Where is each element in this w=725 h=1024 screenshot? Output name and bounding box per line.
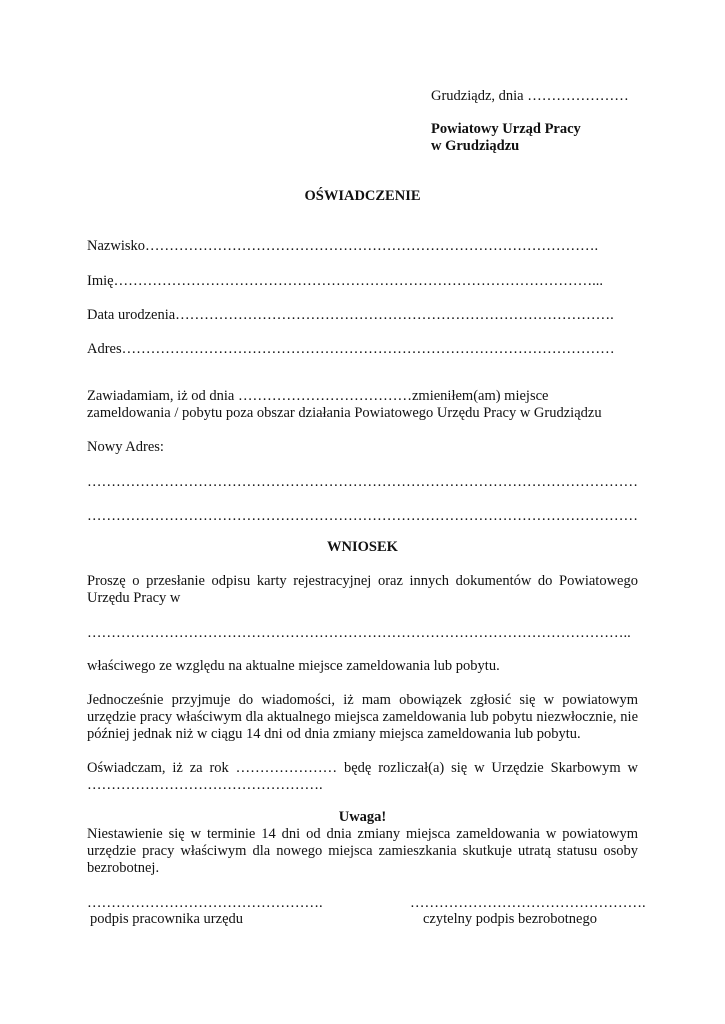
document-title: OŚWIADCZENIE (304, 188, 421, 204)
signature-left-line: …………………………………………. (87, 895, 323, 911)
request-paragraph-3: Jednocześnie przyjmuje do wiadomości, iż mam obowiązek zgłosić się w powiatowym urzędzie pracy właściwym dla aktualnego miejsca zameldowania lub pobytu niezwłocznie, nie później jednak niż w ciągu 14 dni od dnia zmiany miejsca zameldowania lub pobytu. (87, 692, 638, 742)
notice-title: Uwaga! (338, 809, 387, 825)
request-title: WNIOSEK (327, 539, 398, 555)
surname-field: Nazwisko…………………………………………………………………………………. (87, 238, 599, 254)
birth-date-field: Data urodzenia………………………………………………………………………………. (87, 307, 614, 323)
office-name-line1: Powiatowy Urząd Pracy (431, 121, 581, 137)
request-paragraph-2: właściwego ze względu na aktualne miejsce zameldowania lub pobytu. (87, 658, 500, 674)
request-paragraph-1: Proszę o przesłanie odpisu karty rejestracyjnej oraz innych dokumentów do Powiatowego Urzędu Pracy w (87, 573, 638, 606)
new-address-label: Nowy Adres: (87, 439, 164, 455)
signature-right-line: …………………………………………. (410, 895, 646, 911)
declaration-line2: zameldowania / pobytu poza obszar działania Powiatowego Urzędu Pracy w Grudziądzu (87, 405, 602, 421)
signature-left-label: podpis pracownika urzędu (90, 911, 244, 927)
request-blank-line: ………………………………………………………………………………………………….. (87, 625, 631, 641)
office-name-line2: w Grudziądzu (431, 138, 520, 154)
new-address-line2: …………………………………………………………………………………………………… (87, 508, 638, 524)
declaration-line1: Zawiadamiam, iż od dnia ………………………………zmieniłem(am) miejsce (87, 388, 549, 404)
date-line: Grudziądz, dnia ………………… (431, 88, 629, 104)
request-paragraph-4: Oświadczam, iż za rok ………………… będę rozliczał(a) się w Urzędzie Skarbowym w …………………………………………. (87, 760, 638, 793)
address-field: Adres………………………………………………………………………………………… (87, 341, 615, 357)
notice-text: Niestawienie się w terminie 14 dni od dnia zmiany miejsca zameldowania w powiatowym urzędzie pracy właściwym dla nowego miejsca zamieszkania skutkuje utratą statusu osoby bezrobotnej. (87, 826, 638, 876)
first-name-field: Imię………………………………………………………………………………………... (87, 273, 603, 289)
new-address-line1: …………………………………………………………………………………………………… (87, 474, 638, 490)
signature-right-label: czytelny podpis bezrobotnego (423, 911, 597, 927)
